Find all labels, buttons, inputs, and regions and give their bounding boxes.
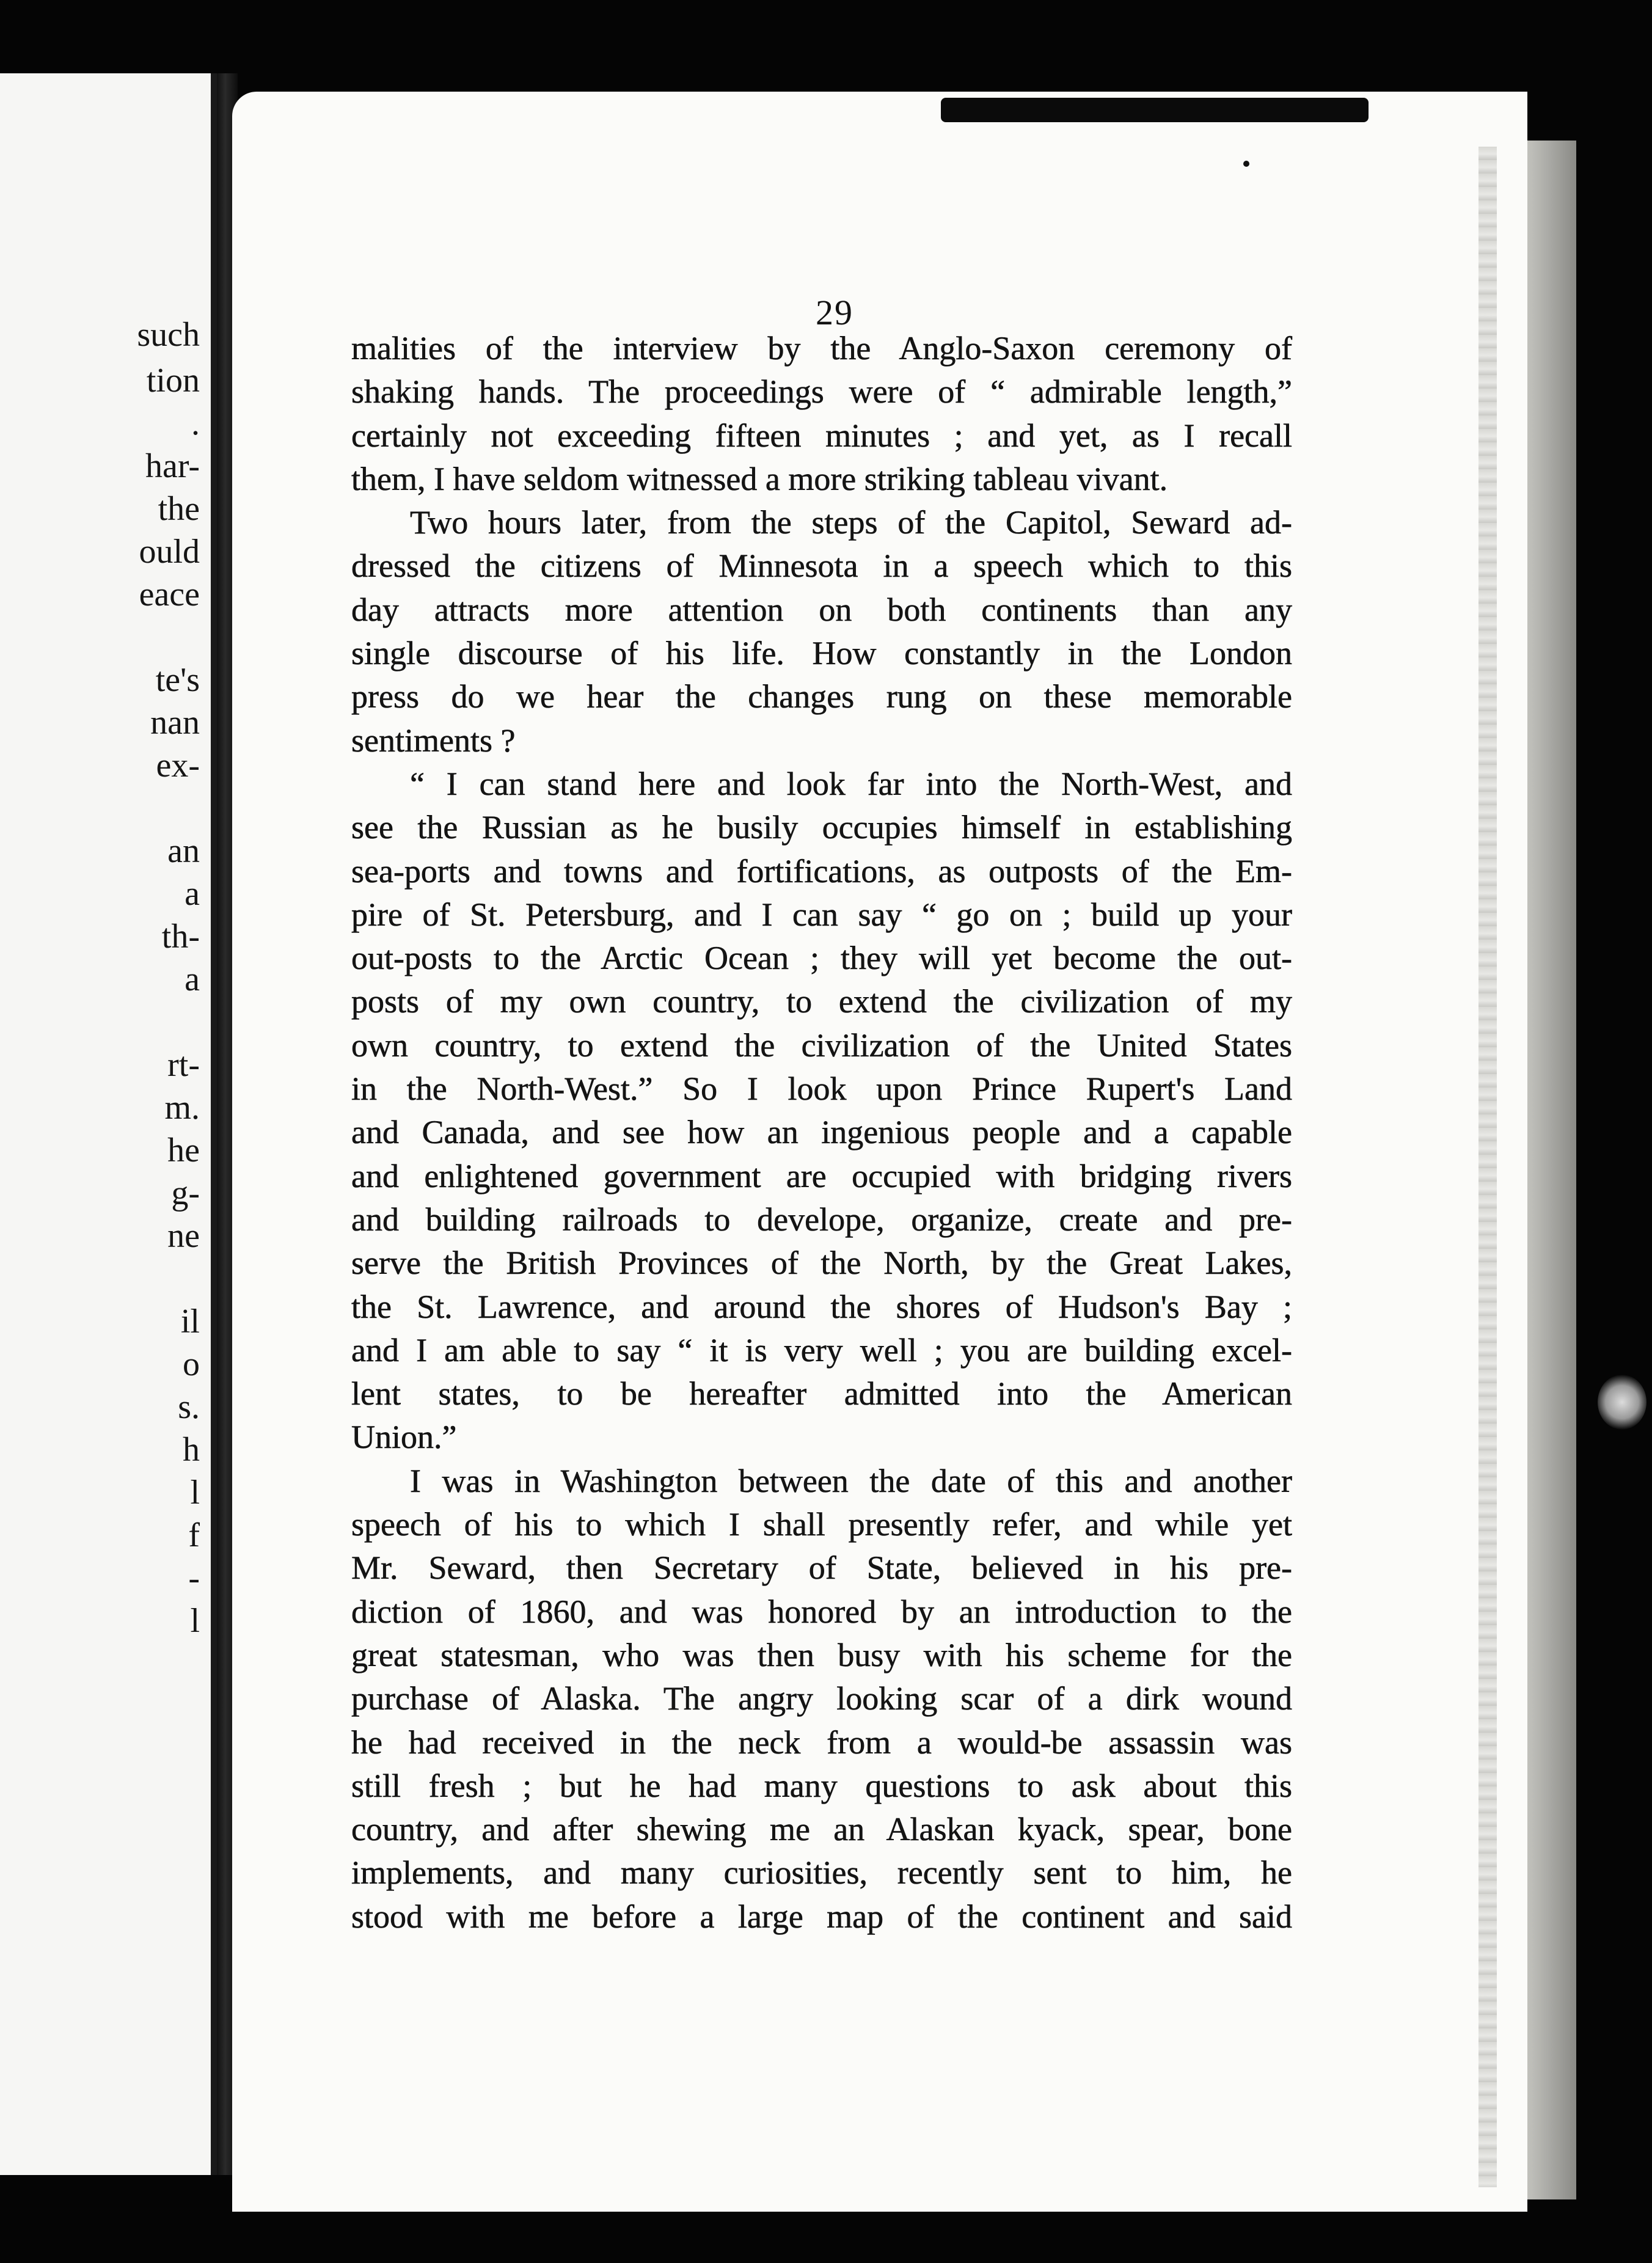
text-line: and enlightened government are occupied with bridging rivers (351, 1157, 1292, 1194)
text-line: day attracts more attention on both continents than any (351, 591, 1292, 628)
left-page-fragment: te's (155, 661, 200, 699)
left-page-fragment: g- (171, 1174, 200, 1212)
left-page-fragment: rt- (167, 1046, 200, 1084)
text-line: in the North-West.” So I look upon Prince Rupert's Land (351, 1070, 1292, 1108)
left-facing-page (0, 73, 217, 2175)
page-edge-strip (1478, 147, 1497, 2187)
dust-speck (1243, 161, 1249, 167)
left-page-fragment: he (167, 1132, 200, 1169)
left-page-fragment: h (183, 1431, 200, 1469)
text-line: posts of my own country, to extend the civilization of my (351, 983, 1292, 1020)
text-line: “ I can stand here and look far into the North-West, and (410, 765, 1292, 802)
scan-glare (1598, 1375, 1647, 1430)
text-line: shaking hands. The proceedings were of “ admirable length,” (351, 373, 1292, 411)
left-page-fragment: eace (139, 576, 200, 613)
text-line: purchase of Alaska. The angry looking scar of a dirk wound (351, 1680, 1292, 1717)
left-page-fragment: l (190, 1474, 200, 1512)
text-line: great statesman, who was then busy with his scheme for the (351, 1636, 1292, 1673)
text-line: Two hours later, from the steps of the Capitol, Seward ad- (410, 504, 1292, 541)
text-line: implements, and many curiosities, recently sent to him, he (351, 1854, 1292, 1892)
text-line: single discourse of his life. How constantly in the London (351, 635, 1292, 672)
text-line: see the Russian as he busily occupies himself in establishing (351, 809, 1292, 846)
text-line: speech of his to which I shall presently refer, and while yet (351, 1506, 1292, 1543)
left-page-fragment: an (167, 832, 200, 870)
text-line: Mr. Seward, then Secretary of State, believed in his pre- (351, 1549, 1292, 1587)
left-page-fragment: s. (178, 1388, 200, 1426)
text-line: certainly not exceeding fifteen minutes ; and yet, as I recall (351, 417, 1292, 454)
text-line: press do we hear the changes rung on these memorable (351, 678, 1292, 715)
left-page-fragment: a (185, 875, 200, 913)
left-page-fragment: nan (150, 704, 200, 742)
text-line: lent states, to be hereafter admitted into the American (351, 1375, 1292, 1413)
text-line: stood with me before a large map of the continent and said (351, 1898, 1292, 1935)
page-number: 29 (816, 293, 853, 332)
left-page-fragment: . (191, 404, 200, 442)
left-page-fragment: il (180, 1303, 200, 1340)
text-line: them, I have seldom witnessed a more striking tableau vivant. (351, 460, 1168, 497)
text-line: own country, to extend the civilization of the United States (351, 1026, 1292, 1064)
body-text (351, 327, 1292, 1939)
left-page-fragment: th- (161, 918, 200, 956)
left-page-fragment: ne (167, 1217, 200, 1255)
text-line: and I am able to say “ it is very well ; you are building excel- (351, 1331, 1292, 1369)
text-line: diction of 1860, and was honored by an introduction to the (351, 1593, 1292, 1630)
text-line: sentiments ? (351, 722, 516, 759)
left-page-fragment: ex- (156, 747, 200, 784)
left-page-fragment: a (185, 960, 200, 998)
left-page-fragment: o (183, 1345, 200, 1383)
left-page-fragment: ould (139, 533, 200, 571)
left-page-fragment: such (137, 316, 200, 354)
text-line: malities of the interview by the Anglo-Saxon ceremony of (351, 330, 1292, 367)
left-page-fragment: tion (146, 362, 200, 400)
text-line: out-posts to the Arctic Ocean ; they will yet become the out- (351, 940, 1292, 977)
text-line: sea-ports and towns and fortifications, as outposts of the Em- (351, 852, 1292, 890)
left-page-fragment: har- (145, 447, 200, 485)
text-line: the St. Lawrence, and around the shores of Hudson's Bay ; (351, 1288, 1292, 1325)
text-line: still fresh ; but he had many questions to ask about this (351, 1767, 1292, 1804)
text-line: pire of St. Petersburg, and I can say “ go on ; build up your (351, 896, 1292, 933)
text-line: I was in Washington between the date of this and another (410, 1462, 1292, 1499)
left-page-fragment: m. (164, 1089, 200, 1127)
left-page-fragment: f (188, 1516, 200, 1554)
text-line: and Canada, and see how an ingenious people and a capable (351, 1114, 1292, 1151)
scan-clip-bar (941, 98, 1369, 122)
left-page-fragment: the (158, 490, 200, 528)
left-page-fragment: - (188, 1559, 200, 1597)
text-line: he had received in the neck from a would-be assassin was (351, 1724, 1292, 1761)
text-line: serve the British Provinces of the North, by the Great Lakes, (351, 1245, 1292, 1282)
text-line: dressed the citizens of Minnesota in a speech which to this (351, 547, 1292, 585)
left-page-fragment: l (190, 1602, 200, 1640)
text-line: country, and after shewing me an Alaskan kyack, spear, bone (351, 1811, 1292, 1848)
text-line: and building railroads to develope, organize, create and pre- (351, 1201, 1292, 1238)
text-line: Union.” (351, 1419, 457, 1456)
